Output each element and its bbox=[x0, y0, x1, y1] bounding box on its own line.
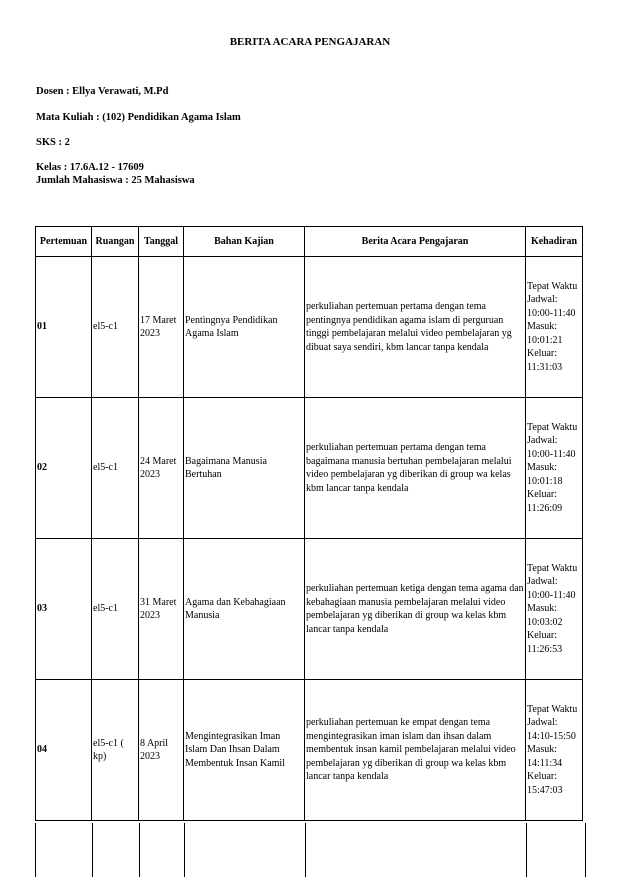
table-row bbox=[36, 680, 583, 821]
dosen-line: Dosen : Ellya Verawati, M.Pd bbox=[36, 86, 169, 97]
table-row bbox=[36, 539, 583, 680]
table-row bbox=[36, 257, 583, 398]
cell-kehadiran: Tepat Waktu Jadwal: 10:00-11:40 Masuk: 10:01:21 Keluar: 11:31:03 bbox=[526, 257, 583, 398]
cell-bahan-kajian: Pentingnya Pendidikan Agama Islam bbox=[184, 257, 305, 398]
header-ruangan: Ruangan bbox=[92, 227, 139, 257]
table-row bbox=[36, 398, 583, 539]
mata-kuliah-line: Mata Kuliah : (102) Pendidikan Agama Islam bbox=[36, 112, 241, 123]
cell-berita-acara: perkuliahan pertemuan ke empat dengan tema mengintegrasikan iman islam dan ihsan dalam membentuk insan kamil pembelajaran melalui video pembelajaran yg diberikan di group wa kelas kbm lancar tanpa kendala bbox=[305, 680, 526, 821]
header-kehadiran: Kehadiran bbox=[526, 227, 583, 257]
header-berita-acara: Berita Acara Pengajaran bbox=[305, 227, 526, 257]
cell-pertemuan: 04 bbox=[36, 680, 92, 821]
cell-berita-acara: perkuliahan pertemuan pertama dengan tema pentingnya pendidikan agama islam di perguruan tinggi pembelajaran melalui video pembelajaran yg dibuat saya sendiri, kbm lancar tanpa kendala bbox=[305, 257, 526, 398]
cell-kehadiran: Tepat Waktu Jadwal: 10:00-11:40 Masuk: 10:01:18 Keluar: 11:26:09 bbox=[526, 398, 583, 539]
cell-pertemuan: 02 bbox=[36, 398, 92, 539]
table-continuation bbox=[35, 823, 586, 877]
table-header-row bbox=[36, 227, 583, 257]
table-divider bbox=[526, 823, 527, 877]
cell-tanggal: 31 Maret 2023 bbox=[139, 539, 184, 680]
cell-berita-acara: perkuliahan pertemuan ketiga dengan tema agama dan kebahagiaan manusia pembelajaran melalui video pembelajaran yg diberikan di group wa kelas kbm lancar tanpa kendala bbox=[305, 539, 526, 680]
table-divider bbox=[139, 823, 140, 877]
cell-bahan-kajian: Mengintegrasikan Iman Islam Dan Ihsan Dalam Membentuk Insan Kamil bbox=[184, 680, 305, 821]
document-title: BERITA ACARA PENGAJARAN bbox=[229, 36, 391, 48]
cell-tanggal: 8 April 2023 bbox=[139, 680, 184, 821]
cell-pertemuan: 01 bbox=[36, 257, 92, 398]
cell-ruangan: el5-c1 bbox=[92, 257, 139, 398]
jumlah-mahasiswa-line: Jumlah Mahasiswa : 25 Mahasiswa bbox=[36, 175, 195, 186]
cell-kehadiran: Tepat Waktu Jadwal: 14:10-15:50 Masuk: 14:11:34 Keluar: 15:47:03 bbox=[526, 680, 583, 821]
header-tanggal: Tanggal bbox=[139, 227, 184, 257]
header-bahan-kajian: Bahan Kajian bbox=[184, 227, 305, 257]
cell-berita-acara: perkuliahan pertemuan pertama dengan tema bagaimana manusia bertuhan pembelajaran melalui video pembelajaran yg diberikan di group wa kelas kbm lancar tanpa kendala bbox=[305, 398, 526, 539]
kelas-line: Kelas : 17.6A.12 - 17609 bbox=[36, 162, 144, 173]
cell-bahan-kajian: Bagaimana Manusia Bertuhan bbox=[184, 398, 305, 539]
cell-tanggal: 17 Maret 2023 bbox=[139, 257, 184, 398]
table-divider bbox=[92, 823, 93, 877]
cell-kehadiran: Tepat Waktu Jadwal: 10:00-11:40 Masuk: 10:03:02 Keluar: 11:26:53 bbox=[526, 539, 583, 680]
cell-tanggal: 24 Maret 2023 bbox=[139, 398, 184, 539]
table-divider bbox=[184, 823, 185, 877]
table-divider bbox=[305, 823, 306, 877]
cell-ruangan: el5-c1 bbox=[92, 398, 139, 539]
cell-ruangan: el5-c1 ( kp) bbox=[92, 680, 139, 821]
sks-line: SKS : 2 bbox=[36, 137, 70, 148]
cell-bahan-kajian: Agama dan Kebahagiaan Manusia bbox=[184, 539, 305, 680]
cell-ruangan: el5-c1 bbox=[92, 539, 139, 680]
header-pertemuan: Pertemuan bbox=[36, 227, 92, 257]
berita-acara-table bbox=[35, 226, 583, 821]
cell-pertemuan: 03 bbox=[36, 539, 92, 680]
